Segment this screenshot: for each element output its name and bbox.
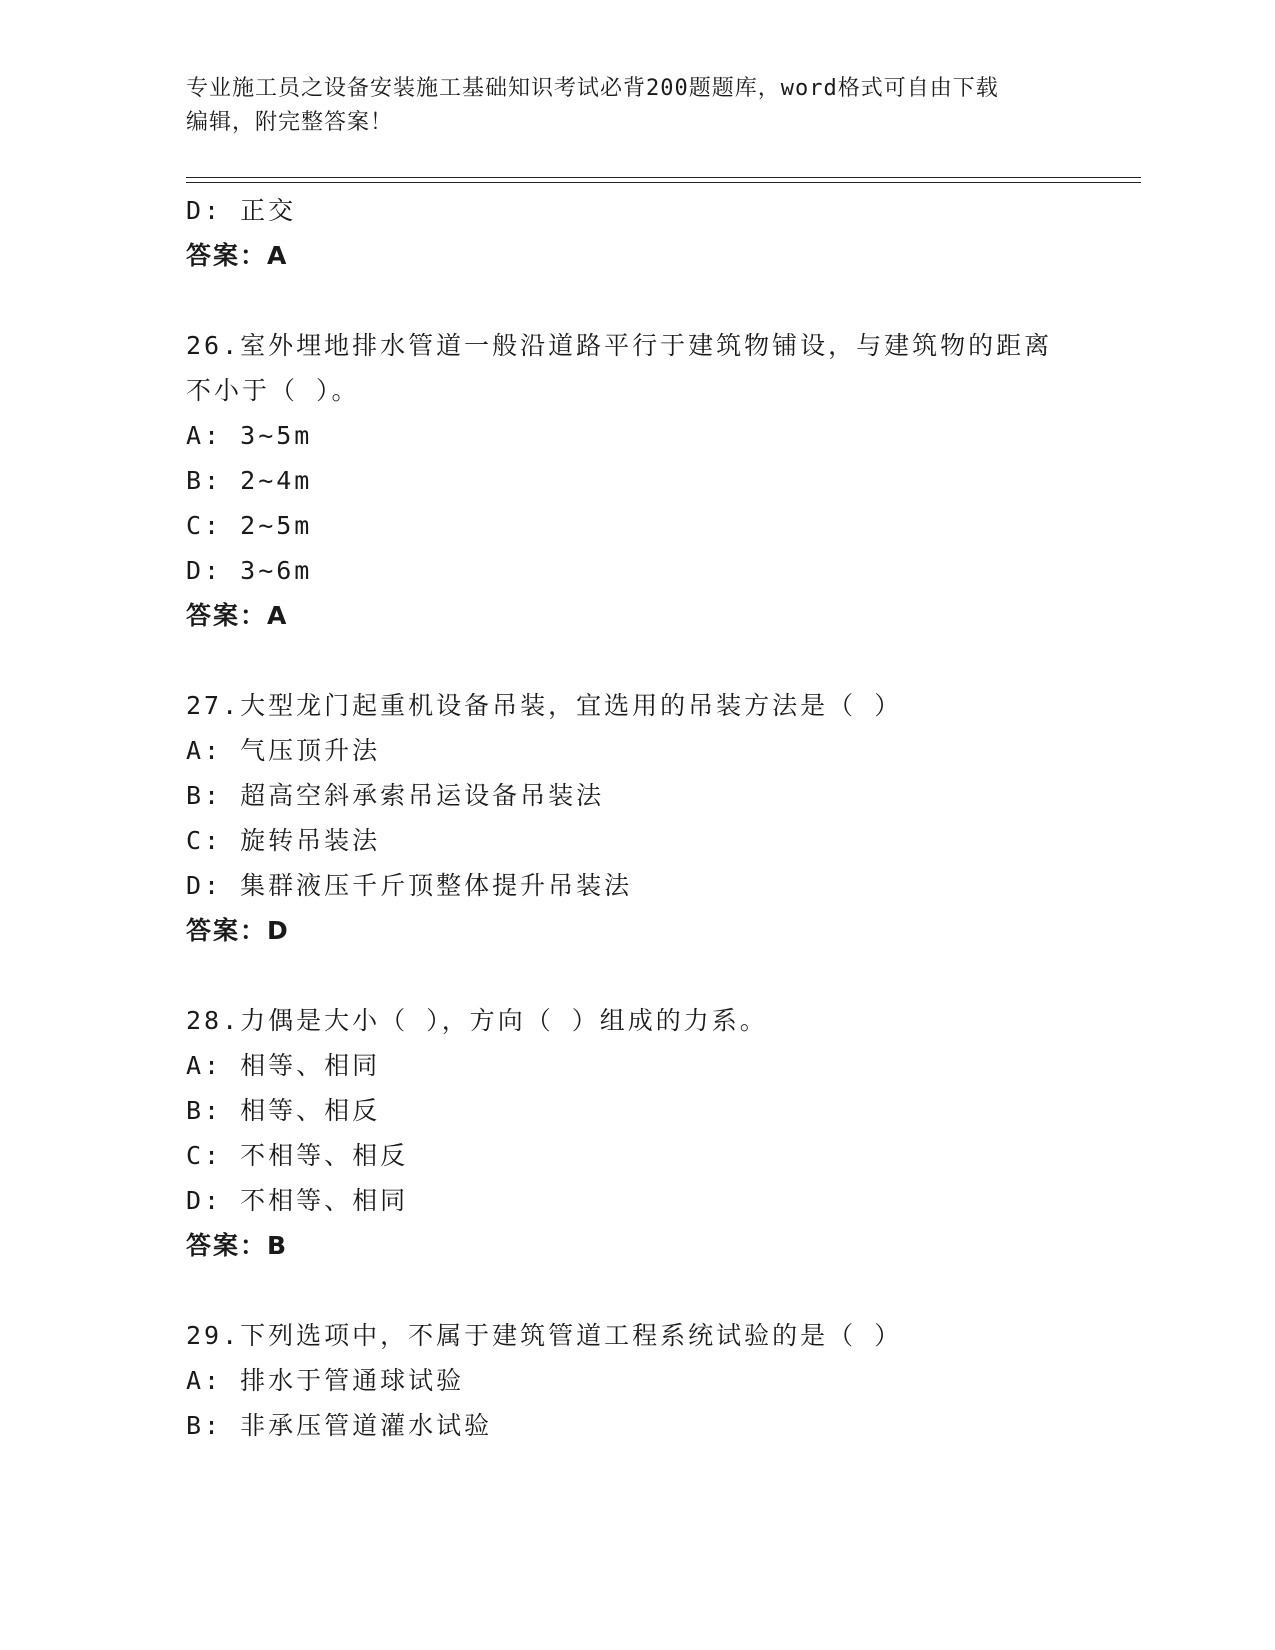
question-28: [186, 998, 1146, 1268]
spacer: [186, 1268, 1146, 1313]
option-d: D: 集群液压千斤顶整体提升吊装法: [186, 871, 633, 900]
question-stem: 29.下列选项中，不属于建筑管道工程系统试验的是（ ）: [186, 1321, 903, 1350]
question-stem: 26.室外埋地排水管道一般沿道路平行于建筑物铺设，与建筑物的距离: [186, 331, 1053, 360]
answer: 答案：A: [186, 601, 289, 630]
header-rule-top: [186, 177, 1141, 178]
question-26: [186, 323, 1146, 638]
question-stem: 28.力偶是大小（ ），方向（ ）组成的力系。: [186, 1006, 768, 1035]
option-b: B: 2~4m: [186, 466, 313, 495]
option-a: A: 气压顶升法: [186, 736, 381, 765]
option-d: D: 不相等、相同: [186, 1186, 409, 1215]
spacer: [186, 278, 1146, 323]
option-b: B: 超高空斜承索吊运设备吊装法: [186, 781, 605, 810]
option-c: C: 2~5m: [186, 511, 313, 540]
option-a: A: 排水于管通球试验: [186, 1366, 465, 1395]
option-c: C: 不相等、相反: [186, 1141, 409, 1170]
header-line-2: 编辑，附完整答案！: [186, 110, 394, 135]
question-stem-continued: 不小于（ ）。: [186, 376, 360, 405]
option-b: B: 相等、相反: [186, 1096, 381, 1125]
question-list: [186, 188, 1146, 1448]
answer: 答案：D: [186, 916, 290, 945]
option-d: D: 3~6m: [186, 556, 313, 585]
question-29: [186, 1313, 1146, 1448]
option-a: A: 相等、相同: [186, 1051, 381, 1080]
header-rule-bottom: [186, 182, 1141, 183]
option-a: A: 3~5m: [186, 421, 313, 450]
prev-question-tail: [186, 188, 1146, 278]
question-stem: 27.大型龙门起重机设备吊装，宜选用的吊装方法是（ ）: [186, 691, 903, 720]
option-b: B: 非承压管道灌水试验: [186, 1411, 493, 1440]
question-27: [186, 683, 1146, 953]
option-d: D: 正交: [186, 196, 297, 225]
option-c: C: 旋转吊装法: [186, 826, 381, 855]
document-header: [186, 72, 1086, 140]
spacer: [186, 638, 1146, 683]
answer: 答案：B: [186, 1231, 289, 1260]
spacer: [186, 953, 1146, 998]
answer: 答案：A: [186, 241, 289, 270]
header-line-1: 专业施工员之设备安装施工基础知识考试必背200题题库，word格式可自由下载: [186, 76, 999, 101]
